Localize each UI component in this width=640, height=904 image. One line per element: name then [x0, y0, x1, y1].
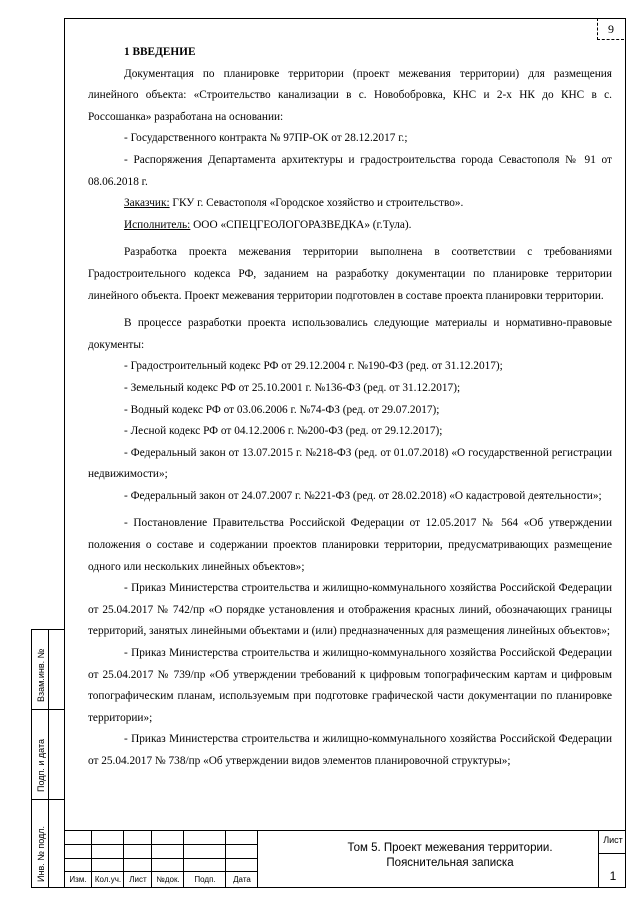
customer-line [88, 193, 612, 215]
document-title [310, 841, 590, 871]
title-block-stamp [64, 830, 626, 888]
side-label-sign-date: Подп. и дата [36, 738, 46, 792]
materials-paragraph: В процессе разработки проекта использовались следующие материалы и нормативно-правовые документы: [88, 317, 612, 351]
stamp-col-list: Лист [129, 875, 147, 884]
executor-value: ООО «СПЕЦГЕОЛОГОРАЗВЕДКА» (г.Тула). [190, 218, 412, 231]
side-label-replace-inv: Взам.инв. № [36, 648, 46, 702]
doc-list-item: - Водный кодекс РФ от 03.06.2006 г. №74-ФЗ (ред. от 29.07.2017); [124, 403, 440, 416]
doc-list-item: - Федеральный закон от 13.07.2015 г. №218-ФЗ (ред. от 01.07.2018) «О государственной регистрации недвижимости»; [88, 446, 612, 481]
basis-item: - Государственного контракта № 97ПР-ОК от 28.12.2017 г.; [124, 132, 408, 145]
stamp-col-data: Дата [233, 875, 251, 884]
document-body [88, 42, 612, 773]
stamp-sheet-label: Лист [603, 835, 623, 845]
doc-list-item: - Приказ Министерства строительства и жилищно-коммунального хозяйства Российской Федерации от 25.04.2017 № 742/пр «О порядке установления и отображения красных линий, обозначающих границы территорий, занятых линейными объектами и (или) предназначенных для размещения линейных объектов»; [88, 582, 612, 638]
executor-line [88, 215, 612, 237]
executor-label: Исполнитель: [124, 218, 191, 231]
doc-list-item: - Постановление Правительства Российской Федерации от 12.05.2017 № 564 «Об утверждении положения о составе и содержании проектов планировки территории, предусматривающих размещение одного или нескольких линейных объектов»; [88, 517, 612, 573]
doc-list-item: - Приказ Министерства строительства и жилищно-коммунального хозяйства Российской Федерации от 25.04.2017 № 738/пр «Об утверждении видов элементов планировочной структуры»; [88, 733, 612, 767]
stamp-sheet-value: 1 [609, 869, 617, 883]
customer-value: ГКУ г. Севастополя «Городское хозяйство и строительство». [169, 197, 464, 210]
doc-list-item: - Земельный кодекс РФ от 25.10.2001 г. №136-ФЗ (ред. от 31.12.2017); [124, 381, 461, 394]
doc-list-item: - Приказ Министерства строительства и жилищно-коммунального хозяйства Российской Федерации от 25.04.2017 № 739/пр «Об утверждении требований к цифровым топографическим картам и цифровым топографическим планам, используемым при подготовке графической части документации по планировке территории»; [88, 647, 612, 724]
intro-paragraph: Документация по планировке территории (проект межевания территории) для размещения линейного объекта: «Строительство канализации в с. Новобобровка, КНС и 2-х НК до КНС в с. Россошанка» разработана на основании: [88, 67, 612, 123]
stamp-col-podp: Подп. [194, 875, 216, 884]
doc-list-item: - Градостроительный кодекс РФ от 29.12.2004 г. №190-ФЗ (ред. от 31.12.2017); [124, 360, 503, 373]
customer-label: Заказчик: [124, 197, 170, 210]
doc-list-item: - Лесной кодекс РФ от 04.12.2006 г. №200-ФЗ (ред. от 29.12.2017); [124, 425, 443, 438]
page-number: 9 [597, 18, 624, 40]
basis-item: - Распоряжения Департамента архитектуры и градостроительства города Севастополя № 91 от 08.06.2018 г. [88, 153, 612, 188]
section-heading: 1 ВВЕДЕНИЕ [124, 46, 196, 58]
stamp-col-ndok: №док. [156, 875, 180, 884]
stamp-col-kol-uch: Кол.уч. [94, 875, 122, 884]
document-title-line1: Том 5. Проект межевания территории. [347, 842, 553, 854]
requirements-paragraph: Разработка проекта межевания территории выполнена в соответствии с требованиями Градостроительного кодекса РФ, заданием на разработку документации по планировке территории линейного объекта. Проект межевания территории подготовлен в составе проекта планировки территории. [88, 246, 612, 302]
side-stamp [31, 629, 65, 888]
doc-list-item: - Федеральный закон от 24.07.2007 г. №221-ФЗ (ред. от 28.02.2018) «О кадастровой деятельности»; [124, 489, 602, 502]
stamp-col-izm: Изм. [69, 875, 87, 884]
document-title-line2: Пояснительная записка [386, 857, 514, 869]
side-label-inv-original: Инв. № подл. [36, 825, 46, 882]
